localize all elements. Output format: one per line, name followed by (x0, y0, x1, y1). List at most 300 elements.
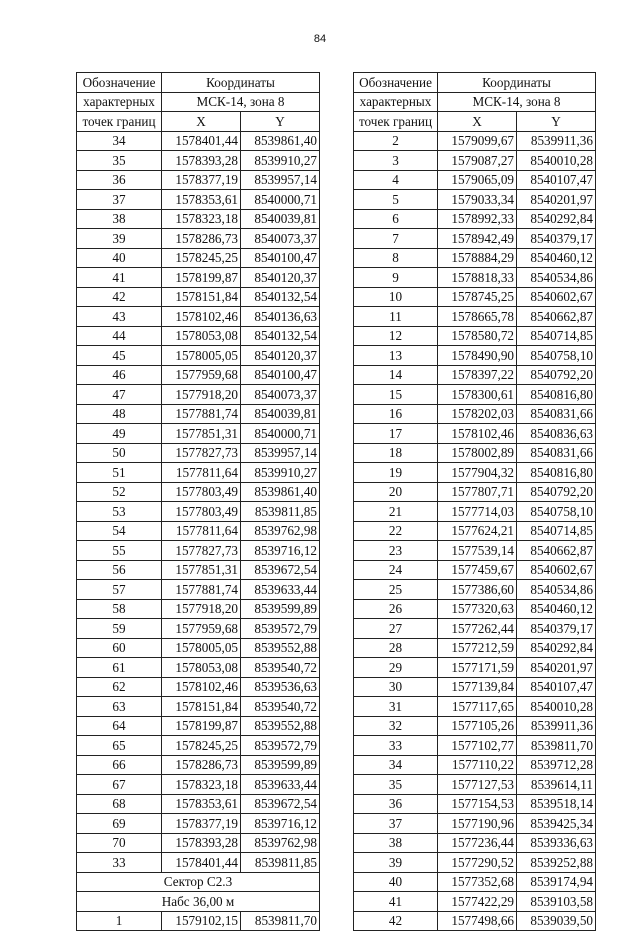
y-coordinate: 8540816,80 (517, 385, 596, 405)
point-number: 31 (354, 697, 438, 717)
point-number: 21 (354, 502, 438, 522)
x-coordinate: 1578942,49 (438, 229, 517, 249)
y-coordinate: 8539911,36 (517, 131, 596, 151)
y-coordinate: 8540132,54 (241, 287, 320, 307)
point-number: 38 (77, 209, 162, 229)
table-row (77, 794, 320, 814)
x-coordinate: 1577827,73 (162, 443, 241, 463)
x-coordinate: 1578102,46 (162, 307, 241, 327)
point-number: 6 (354, 209, 438, 229)
point-number: 36 (354, 794, 438, 814)
table-row (77, 385, 320, 405)
point-label-header-line1: Обозначение (354, 73, 438, 93)
x-coordinate: 1577212,59 (438, 638, 517, 658)
y-coordinate: 8540534,86 (517, 268, 596, 288)
y-coordinate: 8540073,37 (241, 229, 320, 249)
y-coordinate: 8540714,85 (517, 326, 596, 346)
point-number: 53 (77, 502, 162, 522)
table-row (354, 658, 596, 678)
table-row (354, 385, 596, 405)
y-coordinate: 8539599,89 (241, 599, 320, 619)
x-coordinate: 1577811,64 (162, 463, 241, 483)
y-coordinate: 8539572,79 (241, 736, 320, 756)
y-coordinate: 8539552,88 (241, 638, 320, 658)
point-number: 5 (354, 190, 438, 210)
header-row (77, 92, 320, 112)
point-number: 18 (354, 443, 438, 463)
y-coordinate: 8540120,37 (241, 346, 320, 366)
y-coordinate: 8540379,17 (517, 619, 596, 639)
point-number: 34 (77, 131, 162, 151)
table-row (77, 638, 320, 658)
x-coordinate: 1577262,44 (438, 619, 517, 639)
x-coordinate: 1577352,68 (438, 872, 517, 892)
point-number: 41 (77, 268, 162, 288)
point-number: 24 (354, 560, 438, 580)
table-row (354, 502, 596, 522)
table-row (77, 248, 320, 268)
table-row (354, 736, 596, 756)
x-coordinate: 1578393,28 (162, 151, 241, 171)
y-coordinate: 8540836,63 (517, 424, 596, 444)
point-number: 26 (354, 599, 438, 619)
point-number: 15 (354, 385, 438, 405)
x-coordinate: 1578151,84 (162, 697, 241, 717)
y-coordinate: 8540100,47 (241, 365, 320, 385)
table-row (77, 326, 320, 346)
coords-title-line1: Координаты (438, 73, 596, 93)
y-coordinate: 8540292,84 (517, 209, 596, 229)
table-row (354, 521, 596, 541)
table-row (354, 599, 596, 619)
point-number: 63 (77, 697, 162, 717)
coords-title-line2: МСК-14, зона 8 (438, 92, 596, 112)
point-number: 47 (77, 385, 162, 405)
x-coordinate: 1579033,34 (438, 190, 517, 210)
table-row (77, 658, 320, 678)
point-number: 34 (354, 755, 438, 775)
point-number: 59 (77, 619, 162, 639)
x-coordinate: 1577236,44 (438, 833, 517, 853)
point-label-header-line1: Обозначение (77, 73, 162, 93)
x-coordinate: 1579065,09 (438, 170, 517, 190)
x-column-header: X (162, 112, 241, 132)
coordinates-table-right-body (354, 73, 596, 931)
x-coordinate: 1578002,89 (438, 443, 517, 463)
point-number: 42 (77, 287, 162, 307)
y-coordinate: 8540831,66 (517, 404, 596, 424)
x-coordinate: 1577422,29 (438, 892, 517, 912)
x-coordinate: 1577154,53 (438, 794, 517, 814)
table-row (77, 755, 320, 775)
y-coordinate: 8539572,79 (241, 619, 320, 639)
x-coordinate: 1578286,73 (162, 229, 241, 249)
y-coordinate: 8540831,66 (517, 443, 596, 463)
point-number: 58 (77, 599, 162, 619)
y-coordinate: 8539712,28 (517, 755, 596, 775)
sector-title: Сектор С2.3 (77, 872, 320, 892)
x-coordinate: 1577918,20 (162, 385, 241, 405)
y-coordinate: 8540758,10 (517, 346, 596, 366)
x-coordinate: 1577290,52 (438, 853, 517, 873)
table-row (77, 268, 320, 288)
y-coordinate: 8539811,70 (517, 736, 596, 756)
y-coordinate: 8539518,14 (517, 794, 596, 814)
table-row (354, 326, 596, 346)
x-coordinate: 1578300,61 (438, 385, 517, 405)
point-number: 54 (77, 521, 162, 541)
point-number: 12 (354, 326, 438, 346)
header-row (354, 92, 596, 112)
table-row (354, 346, 596, 366)
point-number: 49 (77, 424, 162, 444)
point-number: 32 (354, 716, 438, 736)
y-coordinate: 8540662,87 (517, 541, 596, 561)
table-row (354, 833, 596, 853)
x-coordinate: 1579099,67 (438, 131, 517, 151)
y-coordinate: 8539540,72 (241, 658, 320, 678)
table-row (77, 853, 320, 873)
point-number: 22 (354, 521, 438, 541)
x-coordinate: 1578151,84 (162, 287, 241, 307)
table-row (354, 677, 596, 697)
x-coordinate: 1578377,19 (162, 170, 241, 190)
x-column-header: X (438, 112, 517, 132)
table-row (77, 677, 320, 697)
y-coordinate: 8539762,98 (241, 833, 320, 853)
point-number: 36 (77, 170, 162, 190)
table-row (354, 619, 596, 639)
table-row (354, 209, 596, 229)
point-number: 48 (77, 404, 162, 424)
table-row (77, 287, 320, 307)
point-number: 42 (354, 911, 438, 931)
x-coordinate: 1577539,14 (438, 541, 517, 561)
point-number: 9 (354, 268, 438, 288)
point-number: 44 (77, 326, 162, 346)
x-coordinate: 1577881,74 (162, 580, 241, 600)
point-number: 35 (77, 151, 162, 171)
y-coordinate: 8540602,67 (517, 560, 596, 580)
y-coordinate: 8539716,12 (241, 541, 320, 561)
y-coordinate: 8540460,12 (517, 248, 596, 268)
point-number: 65 (77, 736, 162, 756)
y-coordinate: 8540201,97 (517, 190, 596, 210)
x-coordinate: 1578490,90 (438, 346, 517, 366)
table-row (354, 775, 596, 795)
table-row (77, 365, 320, 385)
point-number: 10 (354, 287, 438, 307)
table-row (77, 131, 320, 151)
point-number: 33 (77, 853, 162, 873)
y-coordinate: 8539811,85 (241, 502, 320, 522)
point-label-header-line2: характерных (77, 92, 162, 112)
point-number: 43 (77, 307, 162, 327)
x-coordinate: 1577959,68 (162, 365, 241, 385)
y-coordinate: 8540107,47 (517, 170, 596, 190)
y-coordinate: 8540107,47 (517, 677, 596, 697)
table-row (354, 307, 596, 327)
coords-title-line2: МСК-14, зона 8 (162, 92, 320, 112)
point-number: 70 (77, 833, 162, 853)
x-coordinate: 1578323,18 (162, 775, 241, 795)
table-row (77, 190, 320, 210)
x-coordinate: 1578992,33 (438, 209, 517, 229)
y-coordinate: 8540132,54 (241, 326, 320, 346)
point-number: 17 (354, 424, 438, 444)
x-coordinate: 1578202,03 (438, 404, 517, 424)
table-row (77, 404, 320, 424)
table-row (77, 775, 320, 795)
y-coordinate: 8539762,98 (241, 521, 320, 541)
x-coordinate: 1578377,19 (162, 814, 241, 834)
point-number: 11 (354, 307, 438, 327)
point-number: 2 (354, 131, 438, 151)
point-label-header-line2: характерных (354, 92, 438, 112)
x-coordinate: 1577714,03 (438, 502, 517, 522)
x-coordinate: 1578745,25 (438, 287, 517, 307)
table-row (77, 716, 320, 736)
table-row (77, 580, 320, 600)
y-coordinate: 8540758,10 (517, 502, 596, 522)
header-row (354, 112, 596, 132)
point-number: 20 (354, 482, 438, 502)
y-coordinate: 8539599,89 (241, 755, 320, 775)
x-coordinate: 1577807,71 (438, 482, 517, 502)
point-number: 1 (77, 911, 162, 931)
x-coordinate: 1578323,18 (162, 209, 241, 229)
x-coordinate: 1577320,63 (438, 599, 517, 619)
point-number: 66 (77, 755, 162, 775)
point-number: 37 (77, 190, 162, 210)
point-number: 40 (354, 872, 438, 892)
y-coordinate: 8539336,63 (517, 833, 596, 853)
table-row (77, 502, 320, 522)
x-coordinate: 1578393,28 (162, 833, 241, 853)
point-number: 29 (354, 658, 438, 678)
header-row (77, 112, 320, 132)
x-coordinate: 1579102,15 (162, 911, 241, 931)
point-label-header-line3: точек границ (77, 112, 162, 132)
point-number: 7 (354, 229, 438, 249)
table-row (354, 482, 596, 502)
table-row (354, 911, 596, 931)
table-row (77, 697, 320, 717)
point-label-header-line3: точек границ (354, 112, 438, 132)
table-row (354, 268, 596, 288)
point-number: 68 (77, 794, 162, 814)
coordinates-table-left-body (77, 73, 320, 931)
table-row (354, 131, 596, 151)
y-coordinate: 8540010,28 (517, 697, 596, 717)
y-coordinate: 8539039,50 (517, 911, 596, 931)
y-coordinate: 8540292,84 (517, 638, 596, 658)
x-coordinate: 1579087,27 (438, 151, 517, 171)
point-number: 50 (77, 443, 162, 463)
x-coordinate: 1578199,87 (162, 716, 241, 736)
point-number: 56 (77, 560, 162, 580)
y-coordinate: 8539633,44 (241, 775, 320, 795)
y-coordinate: 8540073,37 (241, 385, 320, 405)
header-row (354, 73, 596, 93)
point-number: 67 (77, 775, 162, 795)
x-coordinate: 1578245,25 (162, 736, 241, 756)
x-coordinate: 1577171,59 (438, 658, 517, 678)
point-number: 40 (77, 248, 162, 268)
y-coordinate: 8540000,71 (241, 190, 320, 210)
x-coordinate: 1578353,61 (162, 190, 241, 210)
y-coordinate: 8539911,36 (517, 716, 596, 736)
x-coordinate: 1578580,72 (438, 326, 517, 346)
x-coordinate: 1578102,46 (162, 677, 241, 697)
y-coordinate: 8539910,27 (241, 463, 320, 483)
x-coordinate: 1577105,26 (438, 716, 517, 736)
table-row (77, 170, 320, 190)
x-coordinate: 1578665,78 (438, 307, 517, 327)
x-coordinate: 1578353,61 (162, 794, 241, 814)
sector-height: Набс 36,00 м (77, 892, 320, 912)
y-coordinate: 8540714,85 (517, 521, 596, 541)
x-coordinate: 1577190,96 (438, 814, 517, 834)
coords-title-line1: Координаты (162, 73, 320, 93)
x-coordinate: 1578401,44 (162, 131, 241, 151)
y-coordinate: 8539425,34 (517, 814, 596, 834)
x-coordinate: 1577386,60 (438, 580, 517, 600)
table-row (77, 814, 320, 834)
table-row (354, 170, 596, 190)
x-coordinate: 1577498,66 (438, 911, 517, 931)
x-coordinate: 1578102,46 (438, 424, 517, 444)
header-row (77, 73, 320, 93)
x-coordinate: 1578818,33 (438, 268, 517, 288)
point-number: 35 (354, 775, 438, 795)
y-coordinate: 8540534,86 (517, 580, 596, 600)
table-row (354, 716, 596, 736)
y-coordinate: 8539103,58 (517, 892, 596, 912)
y-coordinate: 8540136,63 (241, 307, 320, 327)
table-row (354, 794, 596, 814)
x-coordinate: 1578286,73 (162, 755, 241, 775)
x-coordinate: 1578884,29 (438, 248, 517, 268)
coordinates-table-left (76, 72, 320, 931)
table-row (77, 619, 320, 639)
point-number: 25 (354, 580, 438, 600)
table-row (77, 209, 320, 229)
page-number: 84 (313, 33, 327, 45)
point-number: 55 (77, 541, 162, 561)
table-row (354, 229, 596, 249)
point-number: 69 (77, 814, 162, 834)
table-row (354, 892, 596, 912)
y-coordinate: 8540792,20 (517, 482, 596, 502)
y-coordinate: 8539633,44 (241, 580, 320, 600)
point-number: 60 (77, 638, 162, 658)
y-coordinate: 8540000,71 (241, 424, 320, 444)
y-coordinate: 8539252,88 (517, 853, 596, 873)
y-coordinate: 8540792,20 (517, 365, 596, 385)
point-number: 39 (354, 853, 438, 873)
point-number: 39 (77, 229, 162, 249)
y-coordinate: 8539910,27 (241, 151, 320, 171)
x-coordinate: 1578053,08 (162, 658, 241, 678)
y-coordinate: 8540379,17 (517, 229, 596, 249)
point-number: 27 (354, 619, 438, 639)
table-row (77, 521, 320, 541)
x-coordinate: 1577803,49 (162, 502, 241, 522)
table-row (354, 404, 596, 424)
x-coordinate: 1578053,08 (162, 326, 241, 346)
table-row (77, 346, 320, 366)
x-coordinate: 1577881,74 (162, 404, 241, 424)
table-row (77, 151, 320, 171)
y-coordinate: 8540039,81 (241, 209, 320, 229)
table-row (354, 541, 596, 561)
y-coordinate: 8539957,14 (241, 443, 320, 463)
y-coordinate: 8540120,37 (241, 268, 320, 288)
table-row (354, 443, 596, 463)
y-coordinate: 8540010,28 (517, 151, 596, 171)
x-coordinate: 1578245,25 (162, 248, 241, 268)
x-coordinate: 1577110,22 (438, 755, 517, 775)
x-coordinate: 1577459,67 (438, 560, 517, 580)
y-coordinate: 8539811,70 (241, 911, 320, 931)
point-number: 4 (354, 170, 438, 190)
point-number: 23 (354, 541, 438, 561)
point-number: 19 (354, 463, 438, 483)
table-row (354, 248, 596, 268)
y-coordinate: 8539536,63 (241, 677, 320, 697)
table-row (354, 814, 596, 834)
table-row (354, 697, 596, 717)
table-row (354, 853, 596, 873)
y-coordinate: 8540662,87 (517, 307, 596, 327)
point-number: 28 (354, 638, 438, 658)
table-row (354, 190, 596, 210)
point-number: 51 (77, 463, 162, 483)
table-row (354, 872, 596, 892)
point-number: 3 (354, 151, 438, 171)
y-coordinate: 8539540,72 (241, 697, 320, 717)
x-coordinate: 1577139,84 (438, 677, 517, 697)
y-coordinate: 8539811,85 (241, 853, 320, 873)
table-row (354, 365, 596, 385)
x-coordinate: 1577959,68 (162, 619, 241, 639)
y-coordinate: 8540039,81 (241, 404, 320, 424)
y-coordinate: 8540460,12 (517, 599, 596, 619)
x-coordinate: 1577811,64 (162, 521, 241, 541)
table-row (77, 736, 320, 756)
point-number: 57 (77, 580, 162, 600)
point-number: 61 (77, 658, 162, 678)
table-row (354, 638, 596, 658)
table-row (77, 443, 320, 463)
x-coordinate: 1578005,05 (162, 638, 241, 658)
table-row (77, 424, 320, 444)
y-coordinate: 8540602,67 (517, 287, 596, 307)
y-coordinate: 8539957,14 (241, 170, 320, 190)
x-coordinate: 1577803,49 (162, 482, 241, 502)
x-coordinate: 1577851,31 (162, 560, 241, 580)
table-row (77, 229, 320, 249)
y-coordinate: 8539716,12 (241, 814, 320, 834)
x-coordinate: 1578005,05 (162, 346, 241, 366)
point-number: 38 (354, 833, 438, 853)
point-number: 46 (77, 365, 162, 385)
table-row (77, 482, 320, 502)
table-row (77, 463, 320, 483)
x-coordinate: 1578397,22 (438, 365, 517, 385)
table-row (77, 560, 320, 580)
